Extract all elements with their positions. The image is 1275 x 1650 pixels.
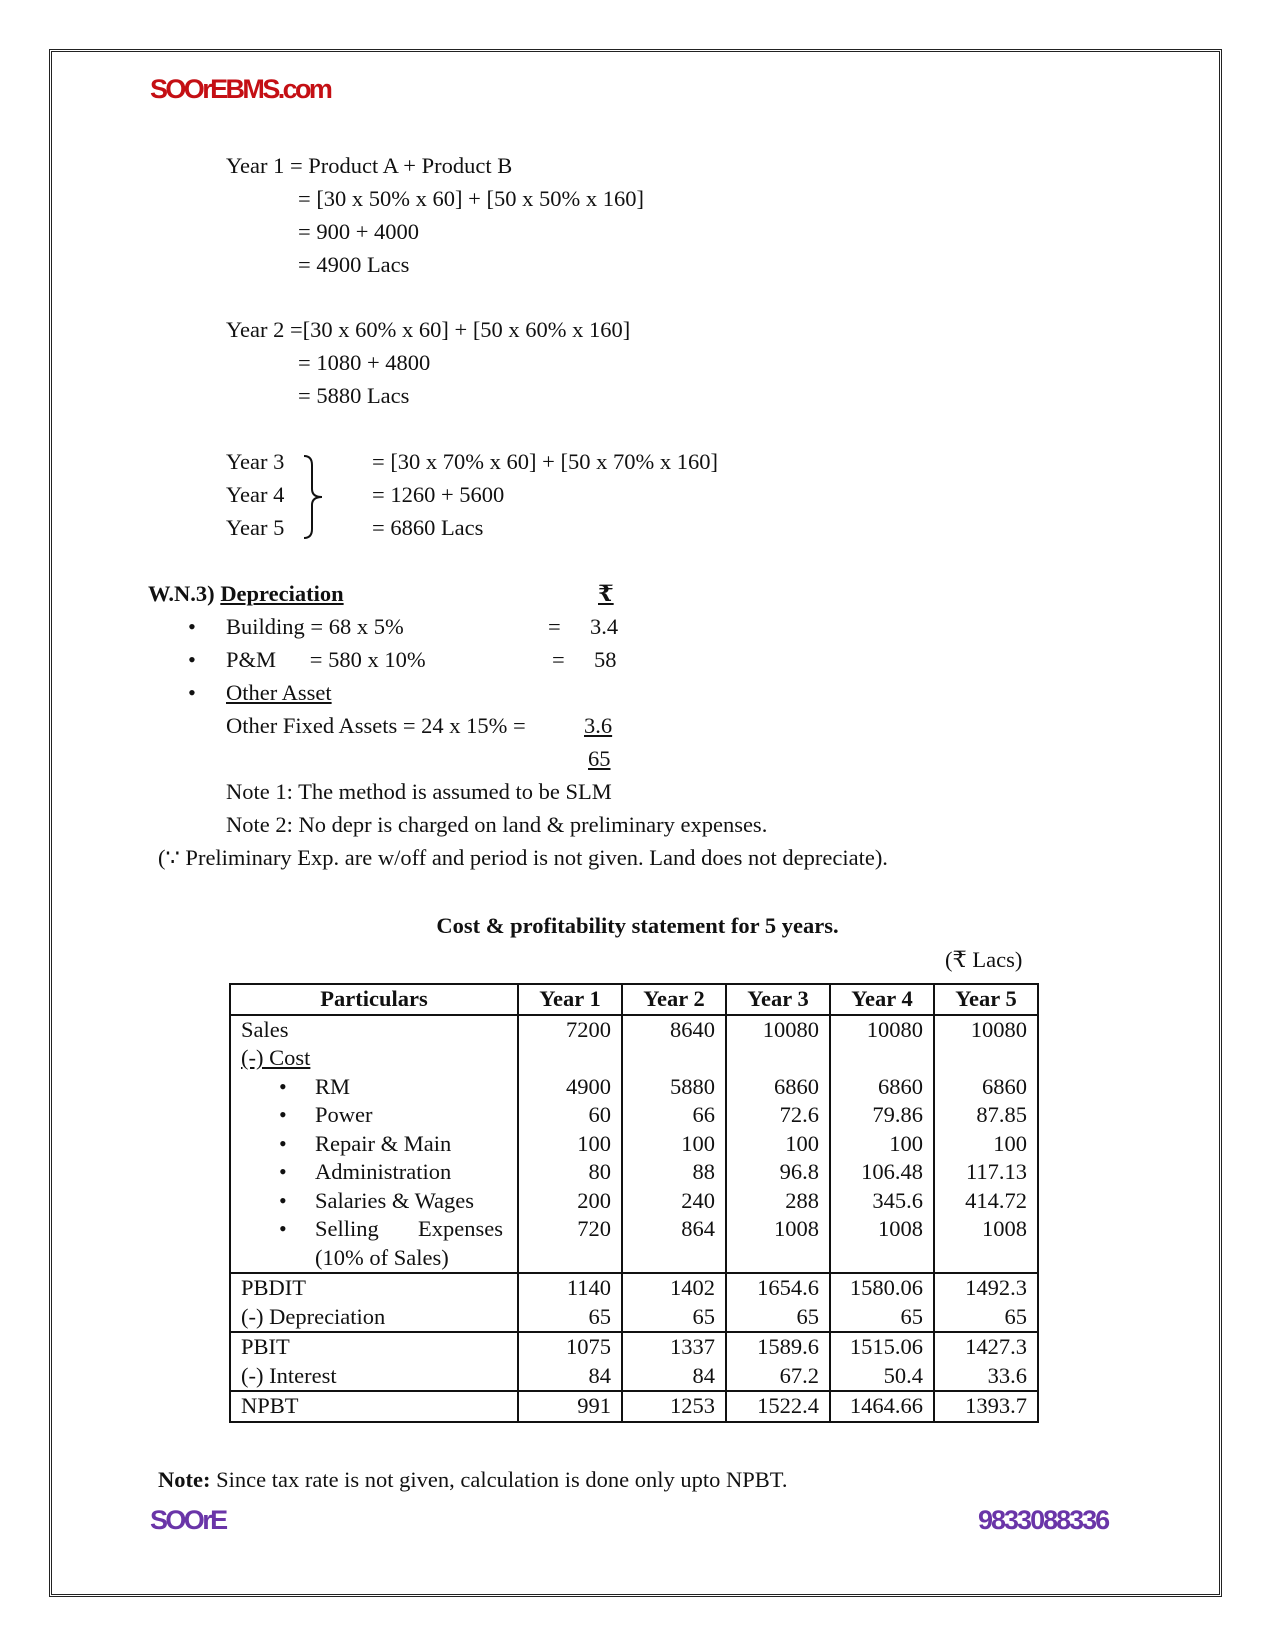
depr-pm-label: P&M = 580 x 10% [226, 647, 426, 672]
depr-building-eq: = [548, 614, 561, 639]
year345-line2: = 1260 + 5600 [372, 482, 505, 507]
depr-other-fixed-value: 3.6 [584, 713, 613, 738]
row-label-cost: (-) Cost [241, 1045, 311, 1070]
year1-line1: Year 1 = Product A + Product B [226, 153, 513, 178]
depr-because-note: (∵ Preliminary Exp. are w/off and period is not given. Land does not depreciate). [158, 845, 888, 870]
table-row-pbdit: PBDIT (-) Depreciation 1140 65 1402 65 1654.6 65 1580.06 65 1492.3 65 [230, 1273, 1038, 1332]
year2-cost-cell: 8640 5880 66 100 88 240 864 [622, 1015, 726, 1274]
year1-cost-cell: 7200 4900 60 100 80 200 720 [518, 1015, 622, 1274]
depr-building-value: 3.4 [590, 614, 619, 639]
depr-pm-eq: = [552, 647, 565, 672]
column-header: Year 1 [518, 984, 622, 1015]
column-header: Year 5 [934, 984, 1038, 1015]
table-row-pbit: PBIT (-) Interest 1075 84 1337 84 1589.6 67.2 1515.06 50.4 1427.3 33.6 [230, 1332, 1038, 1391]
bullet-icon: • [188, 647, 196, 672]
depreciation-heading: Depreciation [220, 581, 344, 606]
depr-pm-value: 58 [594, 647, 617, 672]
tax-note-label: Note: [158, 1467, 211, 1492]
currency-symbol: ₹ [598, 581, 614, 606]
depr-total: 65 [588, 746, 611, 771]
cost-item: • Salaries & Wages [241, 1187, 507, 1216]
column-header: Year 3 [726, 984, 830, 1015]
depr-other-fixed-label: Other Fixed Assets = 24 x 15% = [226, 713, 526, 738]
cost-item: • RM [241, 1073, 507, 1102]
row-label-pbdit: PBDIT [241, 1275, 307, 1300]
table-row-sales [230, 1015, 1038, 1274]
year2-line3: = 5880 Lacs [298, 383, 410, 408]
cost-item: • Power [241, 1101, 507, 1130]
cost-item: • Administration [241, 1158, 507, 1187]
footer-phone: 9833088336 [978, 1505, 1109, 1535]
table-row-npbt: NPBT 991 1253 1522.4 1464.66 1393.7 [230, 1391, 1038, 1422]
tax-note-text: Since tax rate is not given, calculation is done only upto NPBT. [210, 1467, 788, 1492]
year3-cost-cell: 10080 6860 72.6 100 96.8 288 1008 [726, 1015, 830, 1274]
cost-profitability-table [229, 983, 1039, 1423]
table-header-row [230, 984, 1038, 1015]
cost-item: • Repair & Main [241, 1130, 507, 1159]
year4-cost-cell: 10080 6860 79.86 100 106.48 345.6 1008 [830, 1015, 934, 1274]
header-logo: SOOrEBMS.com [150, 74, 331, 104]
row-label-npbt: NPBT [230, 1391, 518, 1422]
year3-label: Year 3 [226, 449, 285, 474]
depr-other-asset-label: Other Asset [226, 680, 332, 705]
column-header: Year 2 [622, 984, 726, 1015]
wn3-prefix: W.N.3) [148, 581, 215, 606]
column-header: Year 4 [830, 984, 934, 1015]
statement-unit: (₹ Lacs) [945, 947, 1023, 972]
year5-label: Year 5 [226, 515, 285, 540]
row-label-pbit: PBIT [241, 1334, 290, 1359]
wn3-heading [148, 577, 344, 610]
year2-line1: Year 2 =[30 x 60% x 60] + [50 x 60% x 160] [226, 317, 631, 342]
row-label-interest: (-) Interest [241, 1362, 337, 1388]
cost-item: • Selling Expenses (10% of Sales) [241, 1215, 507, 1272]
bullet-icon: • [188, 680, 196, 705]
column-header: Particulars [230, 984, 518, 1015]
year345-line3: = 6860 Lacs [372, 515, 484, 540]
depr-building-label: Building = 68 x 5% [226, 614, 404, 639]
year1-line3: = 900 + 4000 [298, 219, 420, 244]
year345-line1: = [30 x 70% x 60] + [50 x 70% x 160] [372, 449, 718, 474]
tax-note [158, 1463, 787, 1496]
year5-cost-cell: 10080 6860 87.85 100 117.13 414.72 1008 [934, 1015, 1038, 1274]
depr-note1: Note 1: The method is assumed to be SLM [226, 779, 612, 804]
footer-brand: SOOrE [150, 1505, 226, 1535]
year4-label: Year 4 [226, 482, 285, 507]
row-label-depreciation: (-) Depreciation [241, 1303, 386, 1329]
depr-note2: Note 2: No depr is charged on land & preliminary expenses. [226, 812, 768, 837]
bullet-icon: • [188, 614, 196, 639]
curly-brace-icon [300, 453, 330, 541]
year1-line4: = 4900 Lacs [298, 252, 410, 277]
cost-items-list [241, 1073, 507, 1273]
year2-line2: = 1080 + 4800 [298, 350, 431, 375]
row-label-sales: Sales [241, 1016, 289, 1042]
year1-line2: = [30 x 50% x 60] + [50 x 50% x 160] [298, 186, 644, 211]
statement-title: Cost & profitability statement for 5 years. [436, 913, 839, 938]
